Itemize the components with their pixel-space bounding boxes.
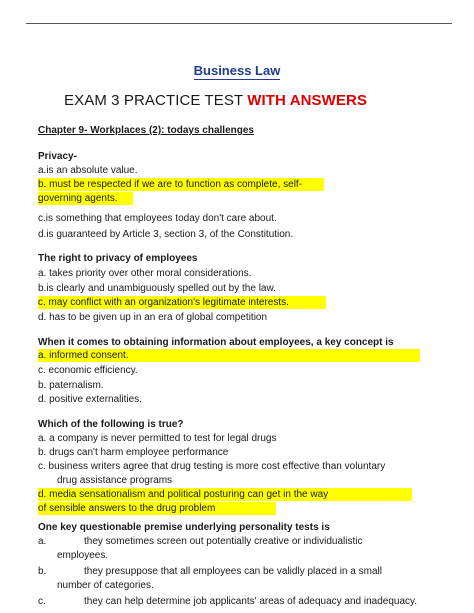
q4-option-c-line1: c. business writers agree that drug testing is more cost effective than voluntary	[38, 461, 386, 472]
q5-option-b-letter: b.	[38, 566, 47, 577]
q1-option-c: c.is something that employees today don't care about.	[38, 213, 277, 224]
q4-option-a: a. a company is never permitted to test for legal drugs	[38, 433, 277, 444]
exam-title-highlight: WITH ANSWERS	[247, 92, 368, 109]
q3-option-d: d. positive externalities.	[38, 394, 142, 405]
top-rule	[26, 23, 452, 24]
q2-option-a: a. takes priority over other moral considerations.	[38, 268, 252, 279]
q1-option-d: d.is guaranteed by Article 3, section 3, of the Constitution.	[38, 229, 294, 240]
q1-option-b-line1: b. must be respected if we are to function as complete, self-	[38, 178, 324, 191]
q1-option-a: a.is an absolute value.	[38, 165, 138, 176]
q4-option-d-line1: d. media sensationalism and political posturing can get in the way	[38, 488, 412, 501]
q1-option-b-line2: governing agents.	[38, 192, 133, 205]
q2-option-b: b.is clearly and unambiguously spelled out by the law.	[38, 283, 276, 294]
q5-option-b-line2: number of categories.	[57, 580, 154, 591]
q5-option-c-letter: c.	[38, 596, 46, 607]
q5-option-a-letter: a.	[38, 536, 47, 547]
q1-stem: Privacy-	[38, 151, 77, 162]
q5-option-b-line1: they presuppose that all employees can be validly placed in a small	[84, 566, 382, 577]
q5-option-a-line1: they sometimes screen out potentially creative or individualistic	[84, 536, 363, 547]
q3-option-b: c. economic efficiency.	[38, 365, 138, 376]
exam-title: EXAM 3 PRACTICE TEST WITH ANSWERS	[64, 92, 368, 109]
q3-option-c: b. paternalism.	[38, 380, 104, 391]
q5-stem: One key questionable premise underlying personality tests is	[38, 522, 330, 533]
q5-option-c-line1: they can help determine job applicants' areas of adequacy and inadequacy.	[84, 596, 418, 607]
q2-stem: The right to privacy of employees	[38, 253, 198, 264]
q2-option-c: c. may conflict with an organization's legitimate interests.	[38, 296, 326, 309]
q3-stem: When it comes to obtaining information about employees, a key concept is	[38, 337, 394, 348]
q4-option-d-line2: of sensible answers to the drug problem	[38, 502, 276, 515]
chapter-heading: Chapter 9- Workplaces (2): todays challenges	[38, 125, 254, 136]
q2-option-d: d. has to be given up in an era of global competition	[38, 312, 268, 323]
q4-option-b: b. drugs can't harm employee performance	[38, 447, 229, 458]
q3-option-a: a. informed consent.	[38, 349, 420, 362]
q4-stem: Which of the following is true?	[38, 419, 184, 430]
course-title: Business Law	[193, 63, 281, 78]
q4-option-c-line2: drug assistance programs	[57, 475, 173, 486]
q5-option-a-line2: employees.	[57, 550, 109, 561]
